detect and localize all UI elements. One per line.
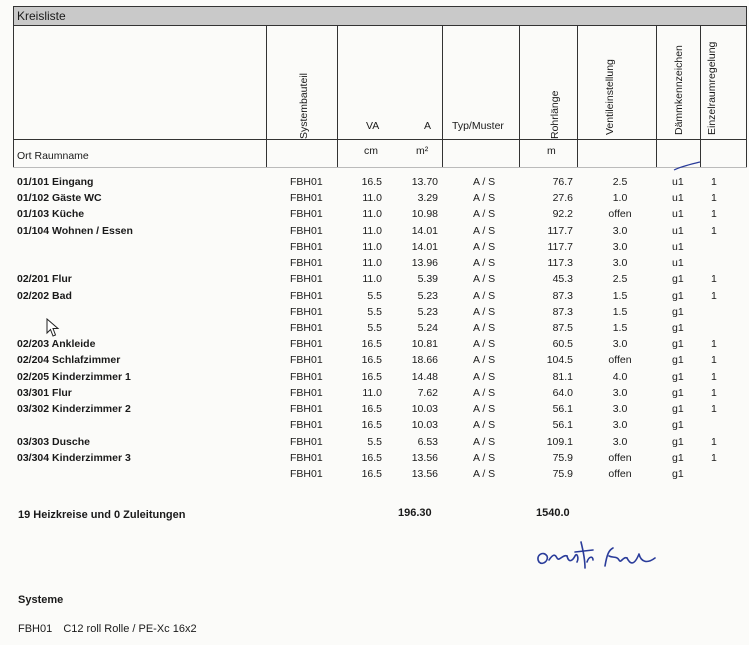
row-va: 16.5 <box>361 468 382 480</box>
row-area: 10.03 <box>411 403 438 415</box>
row-rohrlaenge: 117.3 <box>547 257 573 269</box>
row-typ-muster: A / S <box>473 241 496 253</box>
row-systembauteil: FBH01 <box>290 273 323 285</box>
table-row <box>0 241 749 257</box>
row-systembauteil: FBH01 <box>290 371 323 383</box>
row-ventileinstellung: 1.5 <box>612 290 628 302</box>
row-va: 5.5 <box>367 306 382 318</box>
row-room-name: 02/203 Ankleide <box>17 338 96 350</box>
row-einzelraumregelung: 1 <box>711 371 717 383</box>
row-area: 10.98 <box>411 208 438 220</box>
row-systembauteil: FBH01 <box>290 468 323 480</box>
row-room-name: 02/205 Kinderzimmer 1 <box>17 371 131 383</box>
row-va: 5.5 <box>367 436 382 448</box>
row-daemmkennzeichen: g1 <box>672 290 684 302</box>
row-area: 18.66 <box>411 354 438 366</box>
row-ventileinstellung: 3.0 <box>612 387 628 399</box>
row-typ-muster: A / S <box>473 403 496 415</box>
table-row <box>0 225 749 241</box>
row-systembauteil: FBH01 <box>290 322 323 334</box>
row-area: 7.62 <box>417 387 438 399</box>
table-row <box>0 436 749 452</box>
row-area: 10.03 <box>411 419 438 431</box>
row-area: 5.24 <box>417 322 438 334</box>
row-systembauteil: FBH01 <box>290 338 323 350</box>
table-row <box>0 290 749 306</box>
row-ventileinstellung: 1.5 <box>612 322 628 334</box>
summary-total-area: 196.30 <box>398 507 432 519</box>
row-ventileinstellung: 3.0 <box>612 225 628 237</box>
row-area: 14.01 <box>411 241 438 253</box>
row-rohrlaenge: 60.5 <box>552 338 573 350</box>
row-va: 16.5 <box>361 419 382 431</box>
row-va: 16.5 <box>361 338 382 350</box>
table-row <box>0 452 749 468</box>
row-einzelraumregelung: 1 <box>711 273 717 285</box>
row-rohrlaenge: 117.7 <box>547 241 573 253</box>
row-va: 11.0 <box>362 387 382 399</box>
row-daemmkennzeichen: u1 <box>672 225 684 237</box>
row-daemmkennzeichen: u1 <box>672 176 684 188</box>
header-divider <box>266 25 267 168</box>
row-typ-muster: A / S <box>473 225 496 237</box>
table-row <box>0 306 749 322</box>
row-typ-muster: A / S <box>473 452 496 464</box>
row-systembauteil: FBH01 <box>290 176 323 188</box>
table-row <box>0 403 749 419</box>
row-typ-muster: A / S <box>473 322 496 334</box>
header-a-unit: m² <box>416 145 429 157</box>
row-typ-muster: A / S <box>473 192 496 204</box>
table-row <box>0 354 749 370</box>
row-rohrlaenge: 75.9 <box>552 468 573 480</box>
systeme-description: C12 roll Rolle / PE-Xc 16x2 <box>63 623 197 635</box>
row-va: 16.5 <box>361 176 382 188</box>
row-rohrlaenge: 75.9 <box>552 452 573 464</box>
row-daemmkennzeichen: g1 <box>672 452 684 464</box>
header-einzelraumregelung: Einzelraumregelung <box>706 41 718 135</box>
table-row <box>0 208 749 224</box>
table-row <box>0 338 749 354</box>
row-typ-muster: A / S <box>473 306 496 318</box>
row-ventileinstellung: 3.0 <box>612 403 628 415</box>
row-daemmkennzeichen: u1 <box>672 241 684 253</box>
row-ventileinstellung: 2.5 <box>612 176 628 188</box>
row-room-name: 03/301 Flur <box>17 387 72 399</box>
summary-label: 19 Heizkreise und 0 Zuleitungen <box>18 509 186 521</box>
systeme-code: FBH01 <box>18 623 53 635</box>
row-rohrlaenge: 56.1 <box>552 403 573 415</box>
row-area: 5.23 <box>417 306 438 318</box>
header-divider <box>577 25 578 168</box>
row-einzelraumregelung: 1 <box>711 403 717 415</box>
row-daemmkennzeichen: g1 <box>672 387 684 399</box>
row-room-name: 01/103 Küche <box>17 208 85 220</box>
header-divider <box>700 25 701 168</box>
row-va: 11.0 <box>362 273 382 285</box>
row-room-name: 01/101 Eingang <box>17 176 94 188</box>
header-systembauteil: Systembauteil <box>298 73 310 139</box>
row-daemmkennzeichen: g1 <box>672 371 684 383</box>
row-va: 16.5 <box>361 371 382 383</box>
row-rohrlaenge: 27.6 <box>552 192 573 204</box>
row-ventileinstellung: offen <box>608 354 632 366</box>
row-area: 14.48 <box>411 371 438 383</box>
row-va: 11.0 <box>362 257 382 269</box>
row-daemmkennzeichen: g1 <box>672 436 684 448</box>
row-systembauteil: FBH01 <box>290 387 323 399</box>
row-rohrlaenge: 76.7 <box>552 176 573 188</box>
row-area: 6.53 <box>417 436 438 448</box>
header-va-unit: cm <box>364 145 378 157</box>
row-daemmkennzeichen: g1 <box>672 419 684 431</box>
row-ventileinstellung: offen <box>608 208 632 220</box>
row-typ-muster: A / S <box>473 371 496 383</box>
summary-total-rohr: 1540.0 <box>536 507 570 519</box>
row-typ-muster: A / S <box>473 257 496 269</box>
row-systembauteil: FBH01 <box>290 436 323 448</box>
header-a: A <box>424 120 432 132</box>
row-room-name: 02/202 Bad <box>17 290 72 302</box>
row-typ-muster: A / S <box>473 338 496 350</box>
row-systembauteil: FBH01 <box>290 241 323 253</box>
row-rohrlaenge: 117.7 <box>547 225 573 237</box>
row-area: 14.01 <box>411 225 438 237</box>
row-daemmkennzeichen: g1 <box>672 468 684 480</box>
row-ventileinstellung: 1.0 <box>612 192 628 204</box>
row-daemmkennzeichen: g1 <box>672 403 684 415</box>
row-systembauteil: FBH01 <box>290 225 323 237</box>
row-area: 13.56 <box>411 452 438 464</box>
row-systembauteil: FBH01 <box>290 192 323 204</box>
row-va: 16.5 <box>361 452 382 464</box>
table-row <box>0 176 749 192</box>
header-ort-raumname: Ort Raumname <box>17 150 89 162</box>
row-area: 3.29 <box>417 192 438 204</box>
row-einzelraumregelung: 1 <box>711 452 717 464</box>
row-va: 11.0 <box>362 241 382 253</box>
row-rohrlaenge: 56.1 <box>552 419 573 431</box>
row-einzelraumregelung: 1 <box>711 225 717 237</box>
row-daemmkennzeichen: u1 <box>672 192 684 204</box>
row-room-name: 03/303 Dusche <box>17 436 90 448</box>
table-row <box>0 387 749 403</box>
row-va: 16.5 <box>361 354 382 366</box>
header-divider <box>13 167 747 168</box>
row-daemmkennzeichen: g1 <box>672 306 684 318</box>
row-va: 16.5 <box>361 403 382 415</box>
header-divider <box>13 139 747 140</box>
table-row <box>0 468 749 484</box>
row-systembauteil: FBH01 <box>290 208 323 220</box>
row-typ-muster: A / S <box>473 273 496 285</box>
row-room-name: 03/302 Kinderzimmer 2 <box>17 403 131 415</box>
row-ventileinstellung: offen <box>608 468 632 480</box>
row-typ-muster: A / S <box>473 354 496 366</box>
row-systembauteil: FBH01 <box>290 354 323 366</box>
row-rohrlaenge: 104.5 <box>546 354 573 366</box>
header-daemmkennzeichen: Dämmkennzeichen <box>673 45 685 135</box>
table-row <box>0 322 749 338</box>
row-systembauteil: FBH01 <box>290 290 323 302</box>
row-room-name: 02/201 Flur <box>17 273 72 285</box>
row-ventileinstellung: 3.0 <box>612 257 628 269</box>
row-va: 11.0 <box>362 192 382 204</box>
row-typ-muster: A / S <box>473 208 496 220</box>
table-row <box>0 192 749 208</box>
row-einzelraumregelung: 1 <box>711 290 717 302</box>
row-daemmkennzeichen: g1 <box>672 273 684 285</box>
pen-tick-mark <box>672 160 702 174</box>
row-area: 13.96 <box>411 257 438 269</box>
row-va: 5.5 <box>367 322 382 334</box>
row-ventileinstellung: 2.5 <box>612 273 628 285</box>
table-row <box>0 273 749 289</box>
mouse-cursor-icon <box>46 318 60 338</box>
row-daemmkennzeichen: u1 <box>672 257 684 269</box>
row-room-name: 02/204 Schlafzimmer <box>17 354 121 366</box>
row-area: 10.81 <box>411 338 438 350</box>
table-header <box>13 25 747 168</box>
header-rohr-unit: m <box>547 145 556 157</box>
row-ventileinstellung: 1.5 <box>612 306 628 318</box>
row-rohrlaenge: 81.1 <box>552 371 573 383</box>
header-va: VA <box>366 120 380 132</box>
header-typ-muster: Typ/Muster <box>452 120 504 132</box>
header-rohrlaenge: Rohrlänge <box>549 90 561 139</box>
row-room-name: 01/102 Gäste WC <box>17 192 102 204</box>
row-va: 11.0 <box>362 225 382 237</box>
row-room-name: 03/304 Kinderzimmer 3 <box>17 452 131 464</box>
row-area: 13.70 <box>411 176 438 188</box>
row-ventileinstellung: 3.0 <box>612 419 628 431</box>
header-divider <box>337 25 338 168</box>
systeme-entry <box>18 623 205 635</box>
row-daemmkennzeichen: u1 <box>672 208 684 220</box>
row-typ-muster: A / S <box>473 290 496 302</box>
table-row <box>0 371 749 387</box>
row-area: 13.56 <box>411 468 438 480</box>
row-systembauteil: FBH01 <box>290 306 323 318</box>
row-rohrlaenge: 92.2 <box>552 208 573 220</box>
row-systembauteil: FBH01 <box>290 419 323 431</box>
row-einzelraumregelung: 1 <box>711 354 717 366</box>
row-area: 5.39 <box>417 273 438 285</box>
row-einzelraumregelung: 1 <box>711 338 717 350</box>
row-typ-muster: A / S <box>473 468 496 480</box>
row-daemmkennzeichen: g1 <box>672 338 684 350</box>
row-daemmkennzeichen: g1 <box>672 354 684 366</box>
table-title: Kreisliste <box>13 6 747 26</box>
row-area: 5.23 <box>417 290 438 302</box>
table-row <box>0 419 749 435</box>
row-daemmkennzeichen: g1 <box>672 322 684 334</box>
row-einzelraumregelung: 1 <box>711 176 717 188</box>
row-typ-muster: A / S <box>473 419 496 431</box>
row-ventileinstellung: 3.0 <box>612 241 628 253</box>
row-systembauteil: FBH01 <box>290 257 323 269</box>
row-ventileinstellung: 3.0 <box>612 436 628 448</box>
row-ventileinstellung: 3.0 <box>612 338 628 350</box>
row-typ-muster: A / S <box>473 436 496 448</box>
row-systembauteil: FBH01 <box>290 403 323 415</box>
header-divider <box>442 25 443 168</box>
row-rohrlaenge: 87.5 <box>552 322 573 334</box>
handwritten-signature <box>533 536 673 576</box>
row-typ-muster: A / S <box>473 176 496 188</box>
row-ventileinstellung: offen <box>608 452 632 464</box>
row-einzelraumregelung: 1 <box>711 192 717 204</box>
row-rohrlaenge: 87.3 <box>552 290 573 302</box>
row-va: 5.5 <box>367 290 382 302</box>
row-va: 11.0 <box>362 208 382 220</box>
header-ventileinstellung: Ventileinstellung <box>604 59 616 135</box>
table-row <box>0 257 749 273</box>
row-rohrlaenge: 109.1 <box>546 436 573 448</box>
row-systembauteil: FBH01 <box>290 452 323 464</box>
row-rohrlaenge: 45.3 <box>552 273 573 285</box>
row-typ-muster: A / S <box>473 387 496 399</box>
row-rohrlaenge: 64.0 <box>552 387 573 399</box>
row-rohrlaenge: 87.3 <box>552 306 573 318</box>
row-ventileinstellung: 4.0 <box>612 371 628 383</box>
row-einzelraumregelung: 1 <box>711 436 717 448</box>
row-einzelraumregelung: 1 <box>711 387 717 399</box>
header-divider <box>656 25 657 168</box>
systeme-title: Systeme <box>18 594 64 606</box>
header-divider <box>519 25 520 168</box>
row-room-name: 01/104 Wohnen / Essen <box>17 225 133 237</box>
row-einzelraumregelung: 1 <box>711 208 717 220</box>
